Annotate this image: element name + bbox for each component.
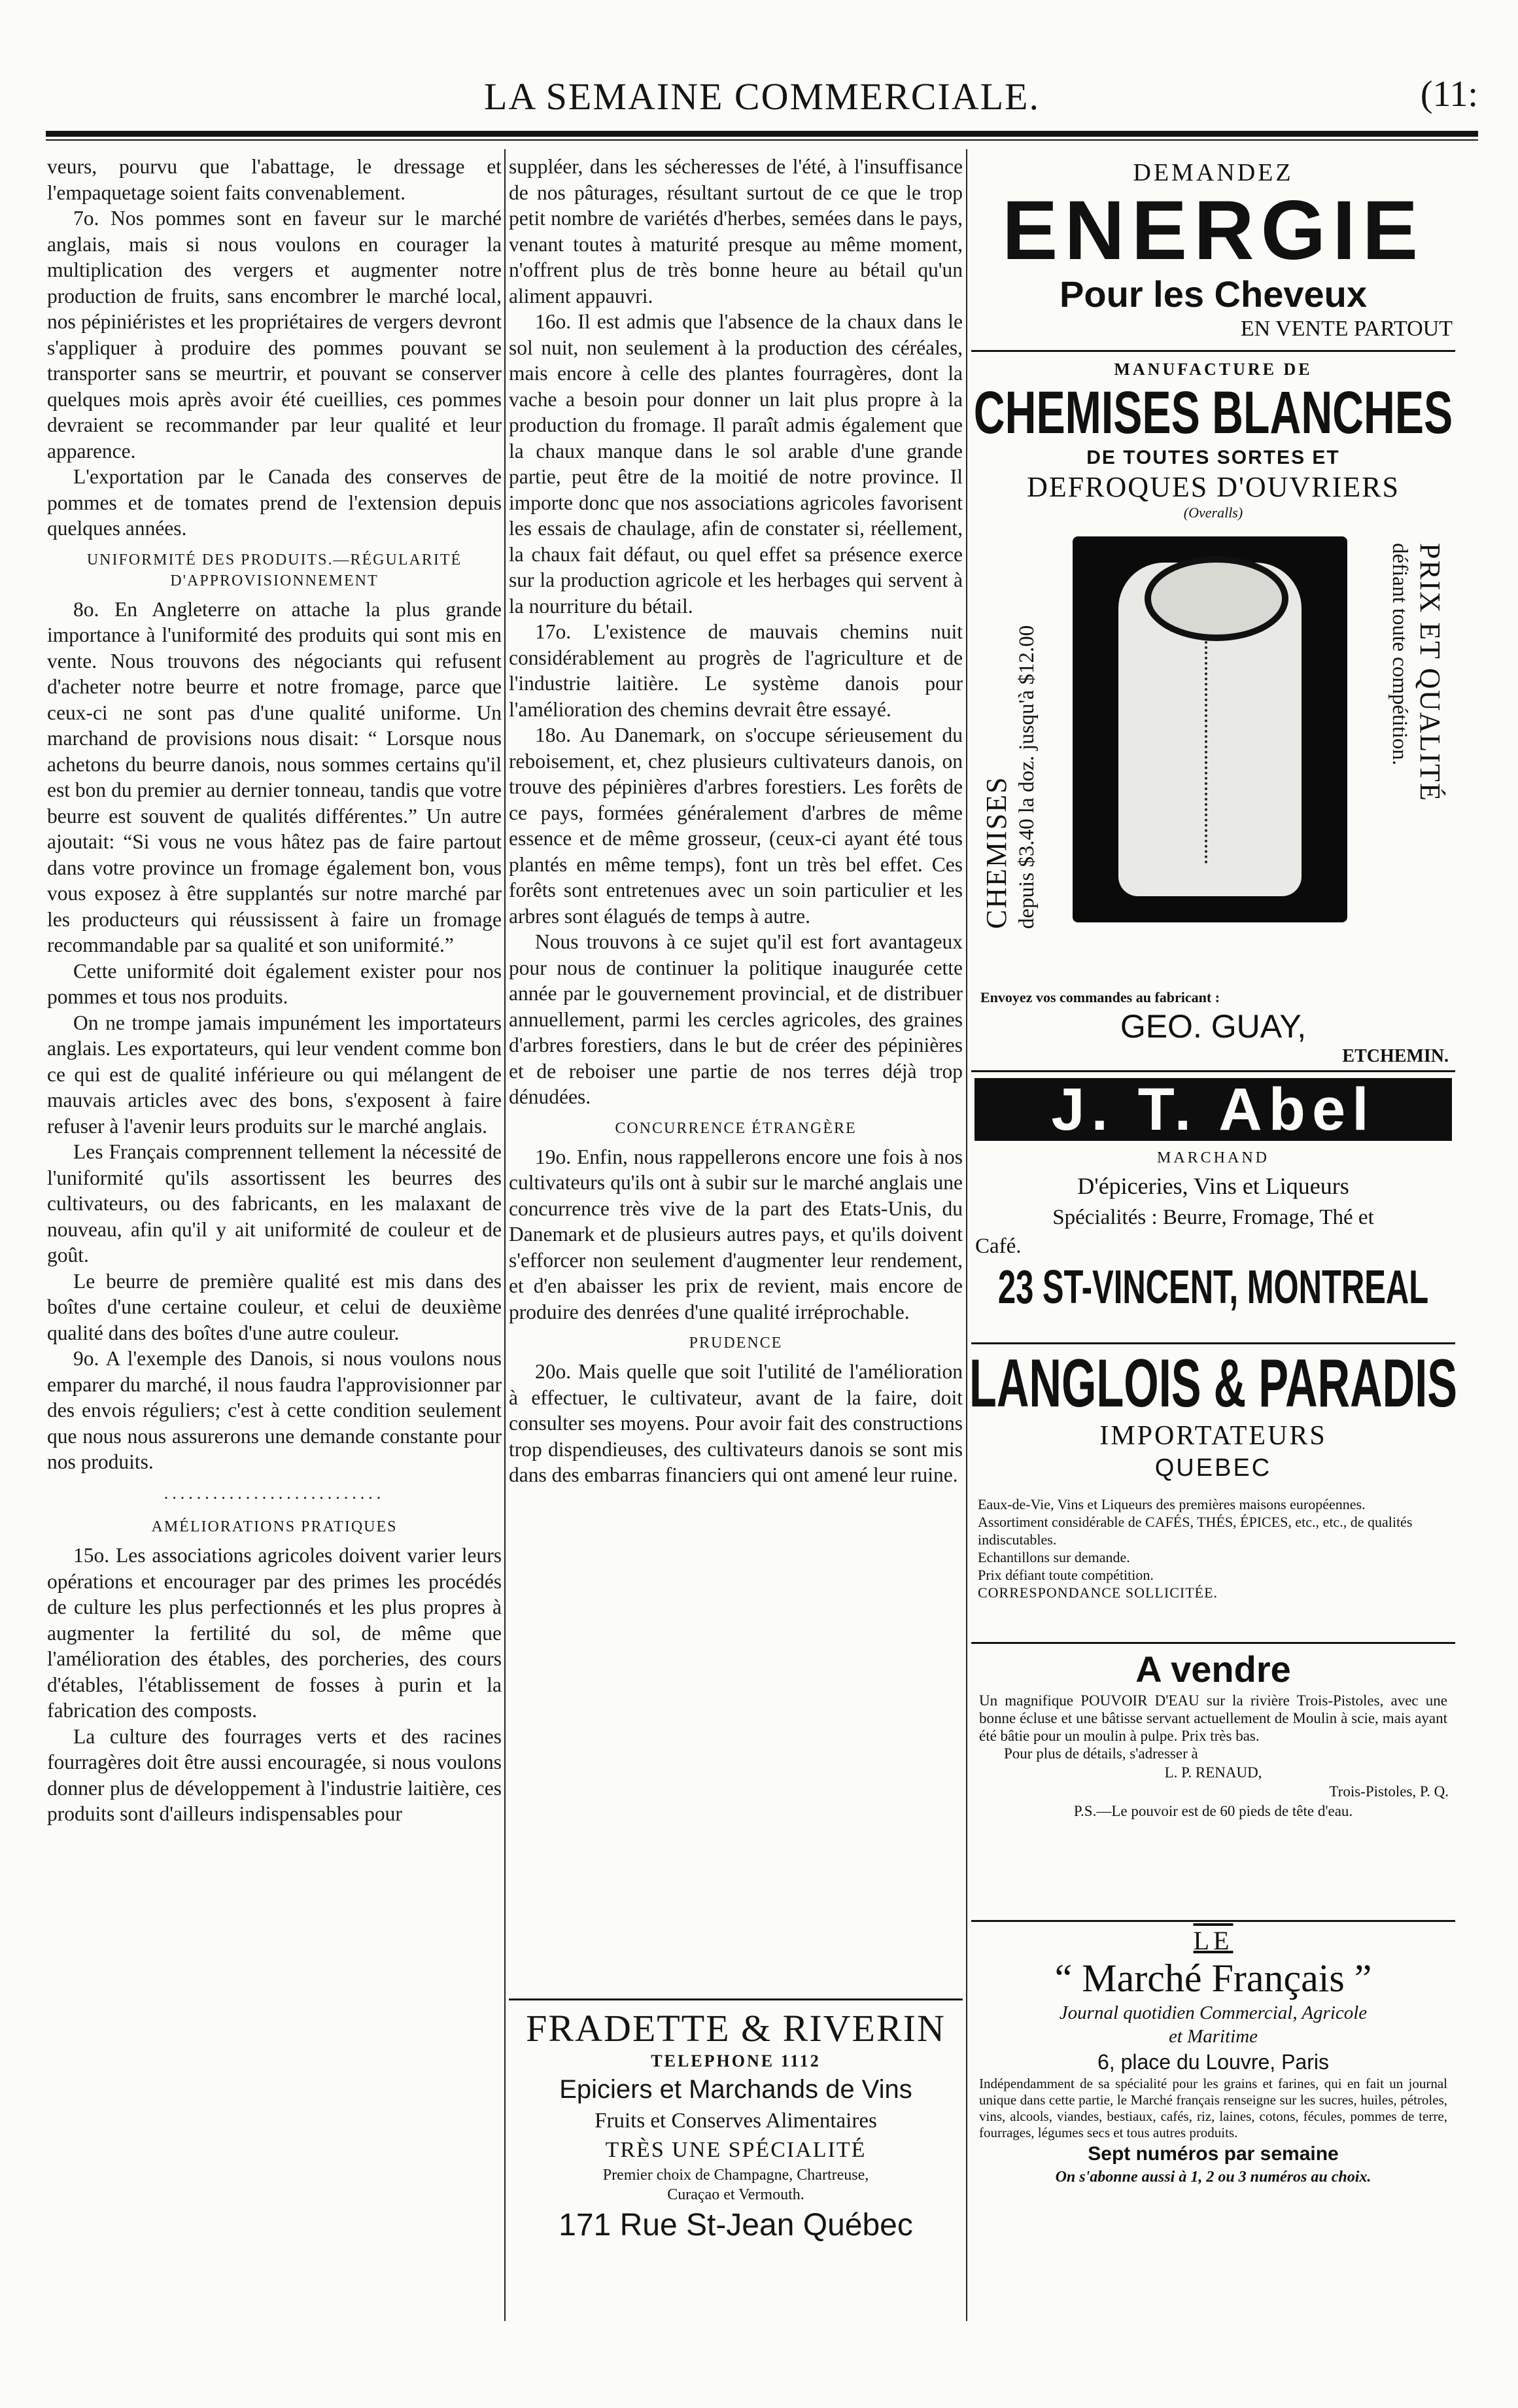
section-subheading: AMÉLIORATIONS PRATIQUES — [151, 1518, 398, 1535]
ad-vendre-line2: Pour plus de détails, s'adresser à — [1004, 1745, 1198, 1762]
ad-energie-line4: EN VENTE PARTOUT — [1240, 317, 1453, 341]
ad-energie-brand: ENERGIE — [1001, 184, 1425, 277]
ad-langlois-line7: CORRESPONDANCE SOLLICITÉE. — [978, 1584, 1218, 1601]
ad-langlois-line1: IMPORTATEURS — [1099, 1421, 1327, 1451]
ad-marche-francais — [971, 1927, 1455, 2187]
ad-chemises-footer — [971, 988, 1455, 1068]
ad-chemises-title: CHEMISES BLANCHES — [973, 379, 1453, 446]
section-subheading: UNIFORMITÉ DES PRODUITS.—RÉGULARITÉ D'APPROVISIONNEMENT — [86, 551, 462, 589]
ad-langlois-name: LANGLOIS & PARADIS — [969, 1346, 1458, 1422]
ad-chemises-location: ETCHEMIN. — [1342, 1046, 1449, 1066]
ad-marche-body: Indépendamment de sa spécialité pour les grains et farines, qui en fait un journal unique dans cette partie, le Marché français renseigne sur les sucres, huiles, pétroles, vins, alcools, viandes, bestiaux, cafés, riz, laines, cotons, fécules, pommes de terre, fourrages, légumes secs et tous autres produits. — [979, 2076, 1447, 2140]
paragraph: 15o. Les associations agricoles doivent varier leurs opérations et encourager par des primes les procédés de culture les plus perfectionnés et les plus propres à augmenter la fertilité du sol, de même que l'amélioration des étables, des porcheries, des cours d'étables, l'établissement de fosses à purin et la fabrication des composts. — [47, 1544, 502, 1722]
ad-langlois-line5: Echantillons sur demande. — [978, 1549, 1130, 1565]
ad-abel — [971, 1146, 1455, 1315]
section-subheading: CONCURRENCE ÉTRANGÈRE — [615, 1119, 857, 1137]
ad-abel-line2: D'épiceries, Vins et Liqueurs — [1077, 1173, 1349, 1199]
ad-vendre-line3: L. P. RENAUD, — [1164, 1764, 1262, 1781]
ad-vendre-line4: Trois-Pistoles, P. Q. — [1329, 1783, 1449, 1800]
ad-marche-line6: Sept numéros par semaine — [1088, 2143, 1339, 2165]
ad-langlois-line6: Prix défiant toute compétition. — [978, 1567, 1154, 1583]
ad-marche-line3: Journal quotidien Commercial, Agricole — [1059, 2002, 1368, 2023]
ad-fradette-line2: Fruits et Conserves Alimentaires — [595, 2109, 877, 2133]
paragraph: 17o. L'existence de mauvais chemins nuit considérablement au progrès de l'agriculture et de l'industrie laitière. Le système danois pour l'amélioration des chemins devrait être essayé. — [509, 620, 963, 721]
ad-marche-line4: et Maritime — [1168, 2026, 1258, 2047]
ad-fradette-riverin — [509, 2007, 963, 2246]
ad-a-vendre — [971, 1647, 1455, 1822]
paragraph: Le beurre de première qualité est mis dans des boîtes d'une certaine couleur, et celui de deuxième qualité dans des boîtes d'une autre couleur. — [47, 1269, 502, 1344]
ad-fradette-address: 171 Rue St-Jean Québec — [559, 2208, 913, 2242]
header-rule-thin — [46, 139, 1478, 141]
paragraph: suppléer, dans les sécheresses de l'été, à l'insuffisance de nos pâturages, résultant surtout de ce que le trop petit nombre de variétés d'herbes, semées dans le pays, venant toutes à maturité presque au même moment, n'offrent plus de très bonne heure au bétail qu'un aliment appauvri. — [509, 155, 963, 307]
ad-chemises-blanches — [971, 358, 1455, 522]
paragraph: 19o. Enfin, nous rappellerons encore une fois à nos cultivateurs qu'ils ont à subir sur le marché anglais une concurrence très vive de la part des Etats-Unis, du Danemark et de plusieurs autres pays, et qu'ils doivent s'efforcer non seulement d'augmenter leur rendement, et d'en abaisser les prix de revient, mais encore de produire des denrées d'une qualité irréprochable. — [509, 1145, 963, 1323]
ad-abel-line3: Spécialités : Beurre, Fromage, Thé et — [1052, 1206, 1374, 1229]
page-number: (11: — [1420, 74, 1478, 114]
paragraph: 18o. Au Danemark, on s'occupe sérieusement du reboisement, et, chez plusieurs cultivateurs danois, on trouve des pépinières d'arbres forestiers. Les forêts de ce pays, formées généralement d'arbres de même essence et de même grosseur, (ceux-ci ayant été tous plantés en même temps), font un très bel effet. Ces forêts sont entretenues avec un soin particulier et les arbres sont élagués de temps à autre. — [509, 724, 963, 928]
ad-abel-banner: J. T. Abel — [975, 1078, 1452, 1141]
ad-rule — [971, 1920, 1455, 1922]
ad-chemises-line4: DEFROQUES D'OUVRIERS — [1027, 471, 1400, 503]
paragraph: 16o. Il est admis que l'absence de la chaux dans le sol nuit, non seulement à la production des céréales, mais encore à celle des plantes fourragères, dont la vache a besoin pour donner un lait plus propre à la production du fromage. Il paraît admis également que la chaux manque dans le sol arable d'une grande partie, peut être de la moitié de notre province. Il importe donc que nos associations agricoles favorisent les essais de chaulage, afin de constater si, réellement, la chaux fait défaut, ou quel effet sa présence exerce sur la production agricole et les herbages qui servent à la nourriture du bétail. — [509, 310, 963, 618]
paragraph: 8o. En Angleterre on attache la plus grande importance à l'uniformité des produits qui sont mis en vente. Nous trouvons des négociants qui refusent d'acheter notre beurre et notre fromage, parce que ceux-ci ne sont pas d'une qualité uniforme. Un marchand de provisions nous disait: “ Lorsque nous achetons du beurre danois, nous sommes certains qu'il est bon du premier au dernier tonneau, tandis que votre beurre est souvent de qualités différentes.” Un autre ajoutait: “Si vous ne vous hâtez pas de faire partout dans votre province un fromage également bon, vous vous exposez à être supplantés sur notre marché par les producteurs qui réussissent à faire un fromage recommandable par sa qualité et son uniformité.” — [47, 597, 502, 956]
ad-rule — [971, 350, 1455, 352]
shirt-illustration — [1073, 536, 1347, 922]
paragraph: Nous trouvons à ce sujet qu'il est fort avantageux pour nous de continuer la politique inaugurée cette année par le gouvernement provincial, et de distribuer annuellement, parmi les cercles agricoles, des graines d'arbres forestiers, dans le but de créer des pépinières et de reboiser une partie de nos terres déjà trop dénudées. — [509, 930, 963, 1108]
paragraph: veurs, pourvu que l'abattage, le dressage et l'empaquetage soient faits convenablement. — [47, 155, 502, 204]
ad-langlois-details — [971, 1484, 1455, 1601]
header-rule — [46, 131, 1478, 137]
ad-chemises-line3: DE TOUTES SORTES ET — [1086, 447, 1340, 468]
ad-fradette-line1: Epiciers et Marchands de Vins — [559, 2075, 912, 2104]
shirt-collar — [1145, 556, 1288, 641]
ad-rule — [971, 1070, 1455, 1072]
ad-fradette-name: FRADETTE & RIVERIN — [526, 2007, 946, 2050]
article-column-1 — [47, 154, 502, 1827]
ad-fradette-line3: TRÈS UNE SPÉCIALITÉ — [605, 2138, 867, 2162]
ad-vendre-body: Un magnifique POUVOIR D'EAU sur la rivière Trois-Pistoles, avec une bonne écluse et une bâtisse servant actuellement de Moulin à scie, mais ayant été bâtie pour un moulin à pulpe. Prix très bas. — [979, 1692, 1447, 1744]
paragraph: On ne trompe jamais impunément les importateurs anglais. Les exportateurs, qui leur vendent comme bon ce qui est de qualité inférieure ou qui mélangent de mauvais articles avec des bons, s'exposent à faire refuser à l'avenir leurs produits sur le marché anglais. — [47, 1011, 502, 1138]
ad-chemises-line1: MANUFACTURE DE — [1114, 360, 1313, 379]
ad-langlois-line3: Eaux-de-Vie, Vins et Liqueurs des premières maisons européennes. — [978, 1496, 1366, 1512]
shirt-buttons — [1205, 641, 1218, 864]
ad-chemises-left-label: CHEMISES — [980, 776, 1012, 929]
paragraph: 20o. Mais quelle que soit l'utilité de l'amélioration à effectuer, le cultivateur, avant de la faire, doit consulter ses moyens. Pour avoir fait des constructions trop dispendieuses, des cultivateurs danois se sont mis dans des embarras financiers qui ont amené leur ruine. — [509, 1360, 963, 1486]
ad-abel-address: 23 ST-VINCENT, MONTREAL — [997, 1261, 1429, 1314]
section-separator: ........................... — [164, 1483, 385, 1503]
ad-chemises-left-price: depuis $3.40 la doz. jusqu'à $12.00 — [1015, 625, 1039, 929]
ad-fradette-line4: Premier choix de Champagne, Chartreuse, — [602, 2167, 869, 2184]
paragraph: 7o. Nos pommes sont en faveur sur le marché anglais, mais si nous voulons en courager la multiplication des vergers et augmenter notre production de fruits, sans encombrer le marché local, nos pépiniéristes et les propriétaires de vergers devront s'appliquer à produire des pommes pouvant se transporter sans se meurtrir, et pouvant se conserver quelques mois après avoir été cueillies, ces pommes devraient se recommander par leur qualité et leur apparence. — [47, 207, 502, 462]
ad-langlois-paradis — [969, 1346, 1458, 1601]
ad-rule — [971, 1342, 1455, 1344]
paragraph: La culture des fourrages verts et des racines fourragères doit être aussi encouragée, si nous voulons donner plus de développement à l'industrie laitière, ces produits sont d'ailleurs indispensables pour — [47, 1724, 502, 1825]
ad-marche-title: “ Marché Français ” — [1054, 1957, 1372, 2000]
ad-langlois-line4: Assortiment considérable de CAFÉS, THÉS, ÉPICES, etc., etc., de qualités indiscutables. — [978, 1514, 1413, 1548]
ad-chemises-line6: Envoyez vos commandes au fabricant : — [980, 989, 1220, 1005]
ad-fradette-telephone: TELEPHONE 1112 — [651, 2051, 821, 2070]
section-subheading: PRUDENCE — [689, 1335, 783, 1352]
ad-rule — [509, 1998, 963, 2000]
ad-energie-line1: DEMANDEZ — [1133, 159, 1294, 186]
ad-marche-line7: On s'abonne aussi à 1, 2 ou 3 numéros au choix. — [1055, 2169, 1371, 2186]
article-column-2 — [509, 154, 963, 1488]
ad-chemises-maker: GEO. GUAY, — [1120, 1008, 1307, 1045]
ad-vendre-title: A vendre — [1135, 1649, 1291, 1690]
column-divider-1 — [504, 149, 506, 2321]
ad-marche-address: 6, place du Louvre, Paris — [1097, 2050, 1329, 2074]
ad-chemises-overalls: (Overalls) — [1183, 504, 1243, 521]
ad-fradette-line5: Curaçao et Vermouth. — [667, 2186, 804, 2203]
ad-energie-line3: Pour les Cheveux — [1060, 273, 1367, 315]
ad-energie — [971, 157, 1455, 343]
paragraph: Les Français comprennent tellement la nécessité de l'uniformité qu'ils assortissent les beurres des cultivateurs, ou des fabricants, en les malaxant de nouveau, afin qu'il y ait uniformité de couleur et de goût. — [47, 1140, 502, 1266]
column-divider-2 — [966, 149, 967, 2321]
ad-abel-line4: Café. — [975, 1234, 1022, 1258]
paragraph: L'exportation par le Canada des conserves de pommes et de tomates prend de l'extension depuis quelques années. — [47, 465, 502, 540]
ad-vendre-line5: P.S.—Le pouvoir est de 60 pieds de tête d'eau. — [1073, 1803, 1353, 1819]
ad-chemises-right-text: défiant toute compétition. — [1388, 543, 1411, 765]
ad-abel-line1: MARCHAND — [1156, 1149, 1269, 1166]
paragraph: 9o. A l'exemple des Danois, si nous voulons nous emparer du marché, il nous faudra l'approvisionner par des envois réguliers; c'est à cette condition seulement que nous nous assurerons une demande constante pour nos produits. — [47, 1347, 502, 1473]
newspaper-title: LA SEMAINE COMMERCIALE. — [484, 75, 1040, 118]
ad-marche-line1: LE — [1193, 1926, 1233, 1955]
paragraph: Cette uniformité doit également exister pour nos pommes et tous nos produits. — [47, 959, 502, 1008]
ad-langlois-city: QUEBEC — [1154, 1454, 1272, 1482]
ad-chemises-right-label: PRIX ET QUALITÉ — [1414, 543, 1446, 802]
ad-rule — [971, 1642, 1455, 1644]
